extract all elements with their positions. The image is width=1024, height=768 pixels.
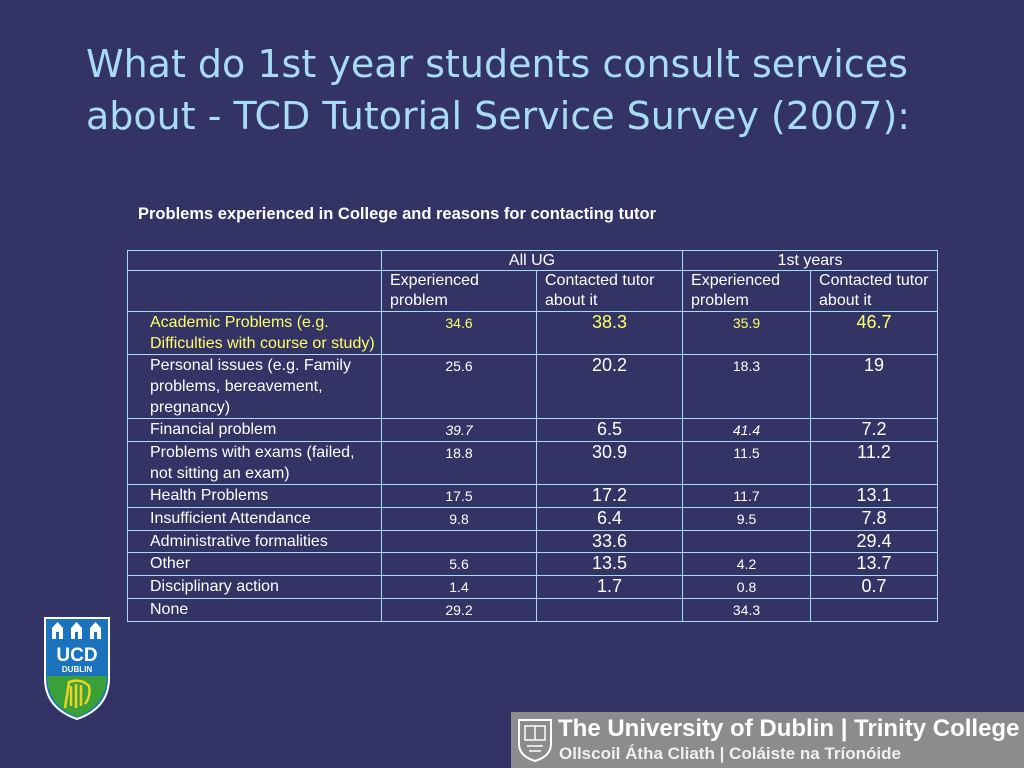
table-subtitle: Problems experienced in College and reasons for contacting tutor [138, 205, 657, 223]
table-row [128, 442, 938, 485]
header-blank-cell [128, 271, 382, 312]
ug-experienced-value: 34.6 [382, 312, 537, 355]
fy-contacted-value: 11.2 [811, 442, 938, 485]
table-row [128, 576, 938, 599]
row-label: Other [128, 553, 382, 576]
ug-experienced-value: 1.4 [382, 576, 537, 599]
group-header-1st-years: 1st years [683, 251, 938, 271]
fy-experienced-value: 9.5 [683, 508, 811, 531]
sub-header-fy-contacted: Contacted tutor about it [811, 271, 938, 312]
fy-experienced-value: 34.3 [683, 599, 811, 622]
tcd-banner [511, 712, 1024, 768]
ug-experienced-value: 17.5 [382, 485, 537, 508]
fy-contacted-value: 7.8 [811, 508, 938, 531]
fy-experienced-value: 0.8 [683, 576, 811, 599]
table-row [128, 553, 938, 576]
row-label: Financial problem [128, 419, 382, 442]
fy-experienced-value: 11.7 [683, 485, 811, 508]
fy-experienced-value: 18.3 [683, 355, 811, 419]
fy-contacted-value: 13.1 [811, 485, 938, 508]
row-label: Administrative formalities [128, 531, 382, 553]
fy-contacted-value: 13.7 [811, 553, 938, 576]
ug-experienced-value: 9.8 [382, 508, 537, 531]
fy-experienced-value: 35.9 [683, 312, 811, 355]
row-label: Problems with exams (failed, not sitting an exam) [128, 442, 382, 485]
row-label: Disciplinary action [128, 576, 382, 599]
ug-contacted-value: 13.5 [537, 553, 683, 576]
ug-contacted-value: 6.4 [537, 508, 683, 531]
fy-contacted-value: 0.7 [811, 576, 938, 599]
table-row [128, 419, 938, 442]
fy-experienced-value: 11.5 [683, 442, 811, 485]
header-blank-cell [128, 251, 382, 271]
ucd-logo-text: UCD [56, 645, 98, 666]
tcd-name: The University of Dublin | Trinity College [558, 715, 1020, 742]
table-row [128, 599, 938, 622]
fy-contacted-value: 29.4 [811, 531, 938, 553]
ug-contacted-value: 38.3 [537, 312, 683, 355]
fy-contacted-value: 7.2 [811, 419, 938, 442]
table-row [128, 531, 938, 553]
row-label: Insufficient Attendance [128, 508, 382, 531]
ug-contacted-value [537, 599, 683, 622]
fy-experienced-value: 41.4 [683, 419, 811, 442]
sub-header-row [128, 271, 938, 312]
slide-title: What do 1st year students consult services about - TCD Tutorial Service Survey (2007): [86, 42, 911, 138]
fy-experienced-value: 4.2 [683, 553, 811, 576]
ug-experienced-value: 25.6 [382, 355, 537, 419]
ug-experienced-value: 18.8 [382, 442, 537, 485]
sub-header-ug-contacted: Contacted tutor about it [537, 271, 683, 312]
group-header-all-ug: All UG [382, 251, 683, 271]
row-label: Academic Problems (e.g. Difficulties with course or study) [128, 312, 382, 355]
fy-contacted-value: 46.7 [811, 312, 938, 355]
ug-experienced-value: 5.6 [382, 553, 537, 576]
fy-contacted-value: 19 [811, 355, 938, 419]
row-label: Personal issues (e.g. Family problems, bereavement, pregnancy) [128, 355, 382, 419]
table-row [128, 508, 938, 531]
table-row [128, 312, 938, 355]
ug-experienced-value: 29.2 [382, 599, 537, 622]
ug-contacted-value: 20.2 [537, 355, 683, 419]
ug-contacted-value: 33.6 [537, 531, 683, 553]
sub-header-ug-experienced: Experienced problem [382, 271, 537, 312]
row-label: None [128, 599, 382, 622]
fy-contacted-value [811, 599, 938, 622]
survey-table [127, 250, 938, 622]
ug-contacted-value: 6.5 [537, 419, 683, 442]
ug-experienced-value [382, 531, 537, 553]
sub-header-fy-experienced: Experienced problem [683, 271, 811, 312]
ucd-logo [41, 616, 113, 720]
ug-experienced-value: 39.7 [382, 419, 537, 442]
ug-contacted-value: 17.2 [537, 485, 683, 508]
group-header-row [128, 251, 938, 271]
ug-contacted-value: 30.9 [537, 442, 683, 485]
fy-experienced-value [683, 531, 811, 553]
table-row [128, 355, 938, 419]
tcd-crest-icon [517, 718, 553, 762]
table-row [128, 485, 938, 508]
row-label: Health Problems [128, 485, 382, 508]
ug-contacted-value: 1.7 [537, 576, 683, 599]
tcd-name-irish: Ollscoil Átha Cliath | Coláiste na Tríonóide [559, 744, 901, 763]
ucd-logo-subtext: DUBLIN [61, 665, 93, 674]
